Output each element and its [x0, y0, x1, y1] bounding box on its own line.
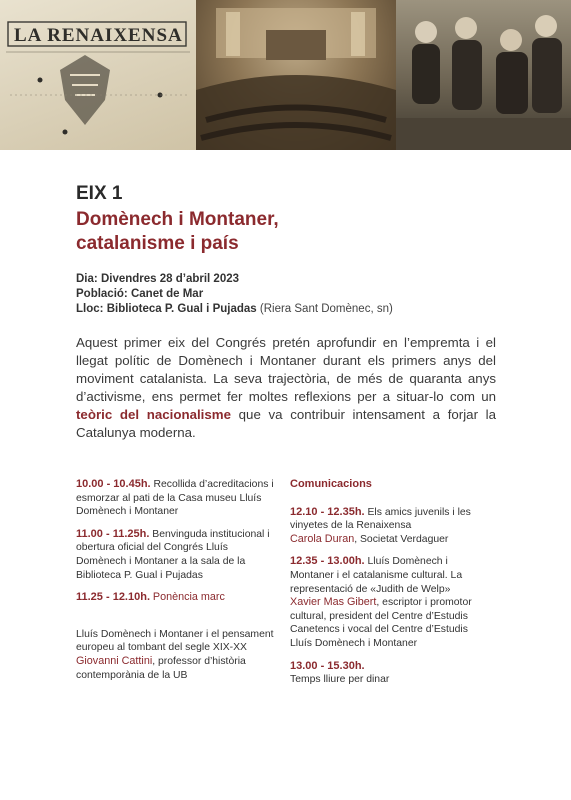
- program-item: [76, 528, 274, 582]
- item-role: , Societat Verdaguer: [354, 533, 449, 545]
- item-accent: Ponència marc: [152, 591, 225, 604]
- intro-highlight: teòric del nacionalisme: [76, 407, 231, 422]
- keynote-speaker: Giovanni Cattini: [76, 654, 153, 667]
- date-value: Divendres 28 d’abril 2023: [100, 273, 240, 285]
- item-text: Recollida d’acreditacions i esmorzar al pati de la Casa museu Lluís Domènech i Montaner: [76, 479, 274, 518]
- program-item: [76, 591, 274, 605]
- page-title: [76, 208, 476, 256]
- item-time: 10.00 - 10.45h.: [76, 478, 151, 490]
- program-item: [290, 555, 488, 650]
- sketch-lettering: LA RENAIXENSA: [14, 25, 183, 46]
- item-time: 11.25 - 12.10h.: [76, 591, 150, 604]
- header-banner: [0, 0, 571, 150]
- title-line-2: catalanisme i país: [76, 233, 239, 254]
- group-portrait-photo: [396, 0, 571, 150]
- item-time: 11.00 - 11.25h.: [76, 527, 150, 540]
- keynote-title: Lluís Domènech i Montaner i el pensament europeu al tombant del segle XIX-XX: [76, 628, 274, 654]
- axis-number: EIX 1: [76, 183, 123, 204]
- section-heading: Comunicacions: [290, 478, 372, 490]
- intro-paragraph: [76, 334, 496, 442]
- portrait-drawing: [396, 0, 571, 150]
- date-label: Dia:: [76, 273, 98, 285]
- program-item: [290, 506, 488, 547]
- item-text: Els amics juvenils i les vinyetes de la Renaixensa: [290, 506, 471, 532]
- date-row: [76, 272, 496, 287]
- town-label: Població:: [76, 288, 128, 300]
- item-speaker: Xavier Mas Gibert: [290, 596, 377, 609]
- program-left-column: [76, 478, 274, 691]
- item-time: 13.00 - 15.30h.: [290, 659, 365, 672]
- item-text: Benvinguda institucional i obertura oficial del Congrés Lluís Domènech i Montaner a la sala de la Biblioteca P. Gual i Pujadas: [76, 528, 270, 581]
- hall-drawing: [196, 0, 396, 150]
- event-details: [76, 272, 496, 317]
- town-row: [76, 287, 496, 302]
- manuscript-sketch-image: [0, 0, 196, 150]
- program-right-column: [290, 478, 488, 696]
- program-item: [76, 478, 274, 519]
- venue-address: (Riera Sant Domènec, sn): [259, 303, 393, 315]
- item-text: Temps lliure per dinar: [290, 674, 390, 686]
- title-line-1: Domènech i Montaner,: [76, 209, 279, 230]
- venue-row: [76, 302, 496, 317]
- congress-hall-photo: [196, 0, 396, 150]
- keynote-block: [76, 628, 274, 682]
- venue-value: Biblioteca P. Gual i Pujadas: [106, 303, 257, 315]
- item-speaker: Carola Duran: [290, 532, 355, 545]
- intro-text-after: que va contribuir intensament a forjar la Catalunya moderna.: [76, 407, 496, 440]
- item-text: Lluís Domènech i Montaner i el catalanisme cultural. La representació de «Judith de Welp»: [290, 556, 463, 595]
- sketch-drawing: [0, 0, 196, 150]
- program-item: [290, 660, 488, 687]
- town-value: Canet de Mar: [130, 288, 204, 300]
- item-role: , escriptor i promotor cultural, president del Centre d’Estudis Canetencs i vocal del Centre d’Estudis Lluís Domènech i Montaner: [290, 597, 472, 649]
- venue-label: Lloc:: [76, 303, 104, 315]
- item-time: 12.10 - 12.35h.: [290, 505, 365, 518]
- intro-text-before: Aquest primer eix del Congrés pretén aprofundir en l’empremta i el llegat polític de Domènech i Montaner durant els primers anys del moviment catalanista. La seva trajectòria, de més de quaranta anys d’activisme, ens permet fer moltes reflexions per a situar-lo com un: [76, 335, 496, 404]
- item-time: 12.35 - 13.00h.: [290, 555, 365, 568]
- keynote-role: , professor d’història contemporània de la UB: [76, 655, 246, 681]
